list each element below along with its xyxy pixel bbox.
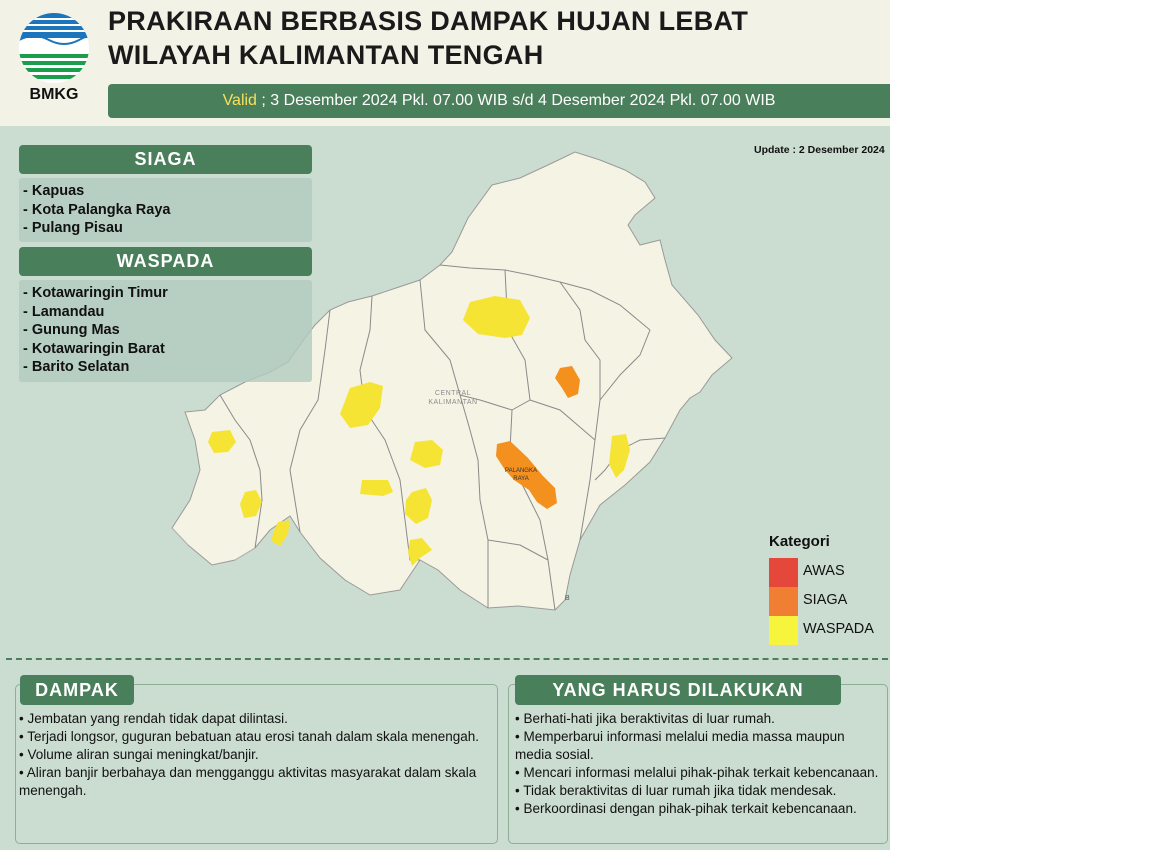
dampak-item: • Volume aliran sungai meningkat/banjir. — [19, 747, 259, 762]
region-label-1: CENTRAL — [434, 390, 472, 397]
logo-text: BMKG — [29, 86, 79, 103]
todo-item: • Berhati-hati jika beraktivitas di luar rumah. — [515, 711, 775, 726]
legend-swatch-awas — [769, 558, 798, 587]
siaga-item: - Pulang Pisau — [23, 220, 123, 236]
siaga-header: SIAGA — [19, 145, 312, 174]
legend-title: Kategori — [769, 533, 830, 550]
legend-swatch-waspada — [769, 616, 798, 645]
validity-label: Valid — [222, 92, 257, 109]
todo-list — [515, 710, 883, 818]
legend-label-waspada: WASPADA — [803, 621, 874, 637]
section-divider — [6, 658, 888, 660]
region-label-2: KALIMANTAN — [428, 399, 478, 406]
waspada-item: - Gunung Mas — [23, 322, 120, 338]
validity-text: ; 3 Desember 2024 Pkl. 07.00 WIB s/d 4 Desember 2024 Pkl. 07.00 WIB — [256, 92, 776, 109]
todo-item: • Mencari informasi melalui pihak-pihak terkait kebencanaan. — [515, 765, 879, 780]
legend-label-siaga: SIAGA — [803, 592, 848, 608]
dampak-item: • Jembatan yang rendah tidak dapat dilintasi. — [19, 711, 288, 726]
todo-item: • Berkoordinasi dengan pihak-pihak terkait kebencanaan. — [515, 801, 857, 816]
legend-label-awas: AWAS — [803, 563, 845, 579]
todo-item: • Tidak beraktivitas di luar rumah jika tidak mendesak. — [515, 783, 837, 798]
waspada-list — [19, 280, 312, 382]
waspada-item: - Kotawaringin Timur — [23, 285, 168, 301]
waspada-item: - Kotawaringin Barat — [23, 340, 165, 357]
todo-title: YANG HARUS DILAKUKAN — [515, 675, 841, 705]
page-title-line2: WILAYAH KALIMANTAN TENGAH — [108, 40, 544, 70]
validity-bar — [108, 84, 890, 118]
siaga-list — [19, 178, 312, 242]
legend-swatch-siaga — [769, 587, 798, 616]
todo-item: • Memperbarui informasi melalui media massa maupun media sosial. — [515, 729, 845, 762]
waspada-item: - Barito Selatan — [23, 359, 130, 375]
update-date: Update : 2 Desember 2024 — [754, 144, 885, 156]
dampak-list — [19, 710, 491, 800]
header — [0, 0, 890, 126]
city-label-1: PALANGKA — [505, 468, 537, 474]
siaga-item: - Kota Palangka Raya — [23, 201, 171, 218]
dampak-title: DAMPAK — [20, 675, 134, 705]
waspada-item: - Lamandau — [23, 303, 105, 320]
dampak-item: • Aliran banjir berbahaya dan mengganggu aktivitas masyarakat dalam skala menengah. — [19, 765, 477, 798]
page-title-line1: PRAKIRAAN BERBASIS DAMPAK HUJAN LEBAT — [108, 6, 749, 36]
map-edge-label: B — [565, 595, 570, 602]
waspada-header: WASPADA — [19, 247, 312, 276]
dampak-item: • Terjadi longsor, guguran bebatuan atau erosi tanah dalam skala menengah. — [19, 729, 480, 744]
siaga-item: - Kapuas — [23, 183, 85, 199]
city-label-2: RAYA — [513, 476, 529, 482]
waspada-area — [360, 480, 393, 496]
